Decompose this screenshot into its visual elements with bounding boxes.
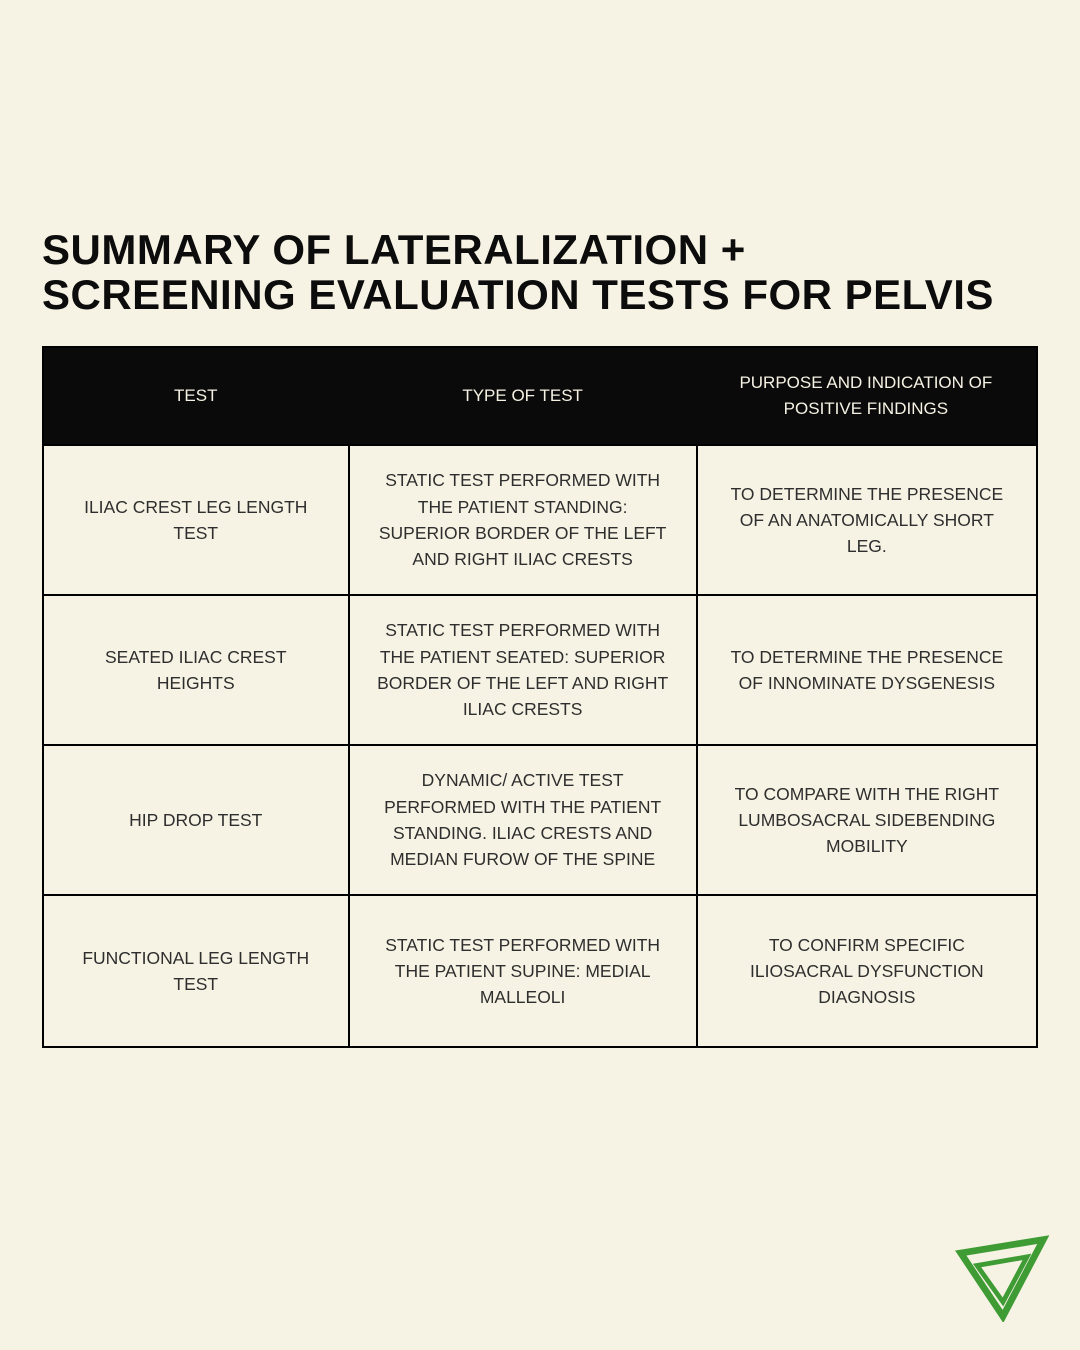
- table-cell-purpose: TO CONFIRM SPECIFIC ILIOSACRAL DYSFUNCTION DIAGNOSIS: [750, 934, 984, 1007]
- table-cell-purpose: TO DETERMINE THE PRESENCE OF INNOMINATE DYSGENESIS: [698, 596, 1036, 746]
- table-cell-purpose: TO DETERMINE THE PRESENCE OF AN ANATOMICALLY SHORT LEG.: [698, 446, 1036, 596]
- table-row: [44, 896, 1036, 1046]
- table-cell-purpose: TO COMPARE WITH THE RIGHT LUMBOSACRAL SIDEBENDING MOBILITY: [698, 746, 1036, 896]
- column-header-test: TEST: [44, 348, 350, 446]
- column-header-type-of-test: TYPE OF TEST: [350, 348, 698, 446]
- table-row: [44, 446, 1036, 596]
- table-cell-test: FUNCTIONAL LEG LENGTH TEST: [44, 896, 350, 1046]
- page-content: [42, 0, 1038, 1048]
- column-header-purpose: PURPOSE AND INDICATION OF POSITIVE FINDINGS: [698, 348, 1036, 446]
- tests-table: [42, 346, 1038, 1048]
- table-cell-type: STATIC TEST PERFORMED WITH THE PATIENT STANDING: SUPERIOR BORDER OF THE LEFT AND RIGHT ILIAC CRESTS: [350, 446, 698, 596]
- triangle-logo-icon: [954, 1234, 1050, 1322]
- table-row: [44, 596, 1036, 746]
- table-header-row: [44, 348, 1036, 446]
- table-cell-type: STATIC TEST PERFORMED WITH THE PATIENT SUPINE: MEDIAL MALLEOLI: [350, 896, 698, 1046]
- table-cell-test: ILIAC CREST LEG LENGTH TEST: [44, 446, 350, 596]
- page-title-line-1: SUMMARY OF LATERALIZATION +: [42, 226, 746, 273]
- table-row: [44, 746, 1036, 896]
- table-cell-test: SEATED ILIAC CREST HEIGHTS: [44, 596, 350, 746]
- table-cell-test: HIP DROP TEST: [44, 746, 350, 896]
- page-title-line-2: SCREENING EVALUATION TESTS FOR PELVIS: [42, 270, 994, 318]
- table-cell-type: STATIC TEST PERFORMED WITH THE PATIENT SEATED: SUPERIOR BORDER OF THE LEFT AND RIGHT ILIAC CRESTS: [350, 596, 698, 746]
- page-title: [42, 228, 1038, 318]
- table-cell-type: DYNAMIC/ ACTIVE TEST PERFORMED WITH THE PATIENT STANDING. ILIAC CRESTS AND MEDIAN FUROW OF THE SPINE: [350, 746, 698, 896]
